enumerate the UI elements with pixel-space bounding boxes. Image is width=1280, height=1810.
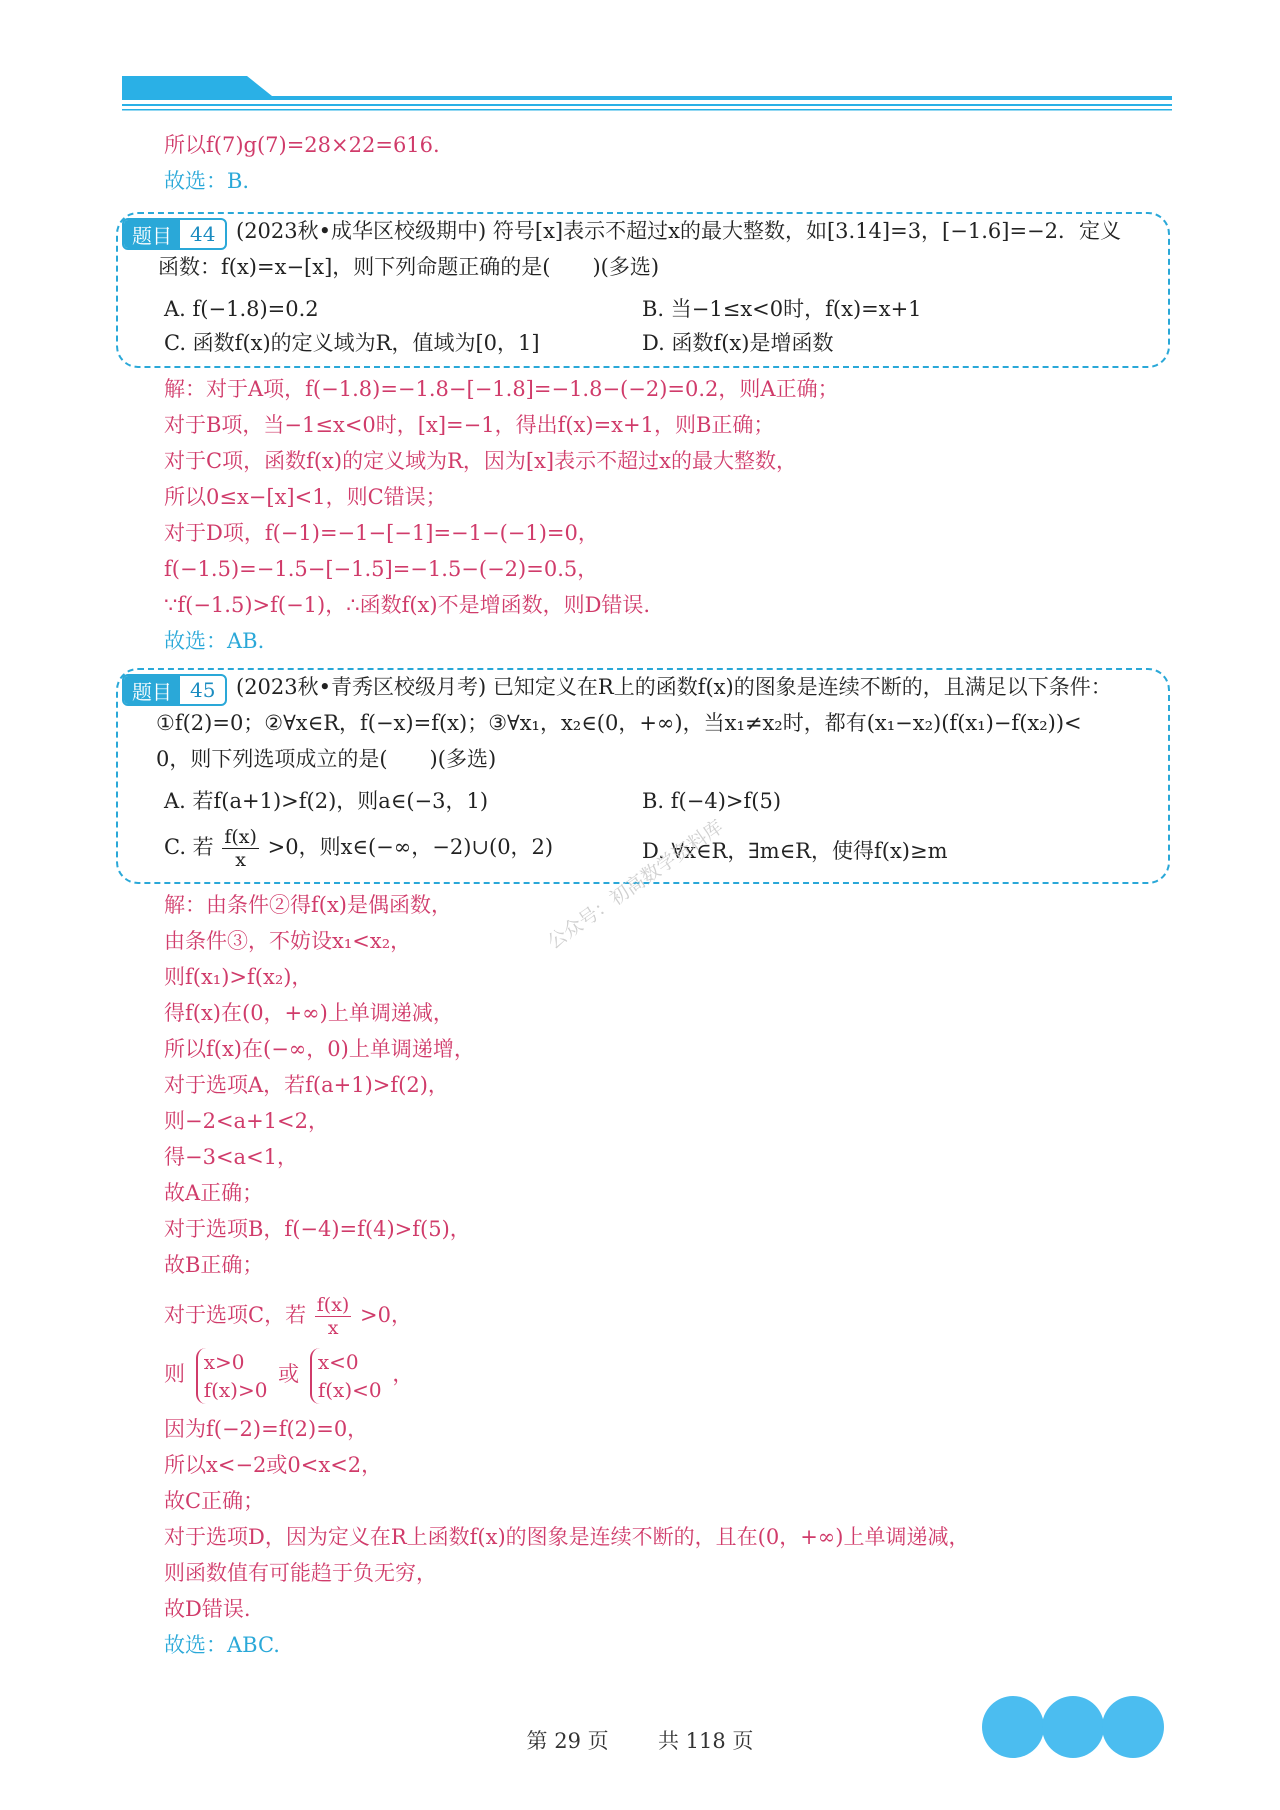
- solution-line: 所以f(x)在(−∞，0)上单调递增，: [164, 1037, 475, 1061]
- option-a: A. 若f(a+1)>f(2)，则a∈(−3，1): [164, 789, 489, 813]
- solution-line: 故C正确；: [164, 1489, 265, 1513]
- system-or: 或: [278, 1362, 300, 1386]
- watermark: 公众号：初高数学资料库: [543, 815, 728, 954]
- option-c-prefix: C. 若: [164, 835, 214, 859]
- fraction-suffix: >0，: [360, 1303, 412, 1327]
- header-bar: [122, 76, 1172, 114]
- solution-line: 对于C项，函数f(x)的定义域为R，因为[x]表示不超过x的最大整数，: [164, 449, 797, 473]
- option-d: D. ∀x∈R，∃m∈R，使得f(x)≥m: [642, 839, 948, 863]
- fraction: [222, 826, 259, 871]
- fraction-denominator: x: [327, 1317, 339, 1339]
- question-tag-number: 45: [190, 678, 216, 702]
- solution-line: 所以f(7)g(7)=28×22=616.: [164, 133, 440, 157]
- solution-line: 对于D项，f(−1)=−1−[−1]=−1−(−1)=0，: [164, 521, 599, 545]
- solution-line: 因为f(−2)=f(2)=0，: [164, 1417, 369, 1441]
- fraction-numerator: f(x): [224, 826, 257, 848]
- answer-line: 故选：AB.: [164, 629, 265, 653]
- system-row: f(x)<0: [317, 1377, 382, 1402]
- fraction-numerator: f(x): [316, 1294, 350, 1316]
- solution-line: 所以x<−2或0<x<2，: [164, 1453, 383, 1477]
- question-stem: (2023秋•青秀区校级月考) 已知定义在R上的函数f(x)的图象是连续不断的，且满足以下条件：: [236, 675, 1112, 699]
- fraction-denominator: x: [235, 849, 246, 871]
- question-44-box: [116, 212, 1170, 368]
- question-stem: ①f(2)=0；②∀x∈R，f(−x)=f(x)；③∀x₁，x₂∈(0，+∞)，当x₁≠x₂时，都有(x₁−x₂)(f(x₁)−f(x₂))<: [156, 711, 1082, 735]
- fraction-prefix: 对于选项C，若: [164, 1303, 307, 1327]
- question-tag-label: 题目: [124, 220, 180, 248]
- page-total: 共 118 页: [658, 1729, 754, 1753]
- question-45-box: [116, 668, 1170, 884]
- page-number: 第 29 页: [526, 1729, 609, 1753]
- solution-line: 所以0≤x−[x]<1，则C错误；: [164, 485, 447, 509]
- question-stem: 0，则下列选项成立的是( )(多选): [156, 747, 497, 771]
- solution-line: 得−3<a<1，: [164, 1145, 299, 1169]
- answer-line: 故选：ABC.: [164, 1633, 280, 1657]
- decor-circle: [1042, 1696, 1104, 1758]
- equation-system: [196, 1348, 268, 1404]
- solution-line: 故D错误.: [164, 1597, 251, 1621]
- solution-line: 则函数值有可能趋于负无穷，: [164, 1561, 437, 1585]
- question-stem: 函数：f(x)=x−[x]，则下列命题正确的是( )(多选): [158, 255, 660, 279]
- solution-line: 对于选项A，若f(a+1)>f(2)，: [164, 1073, 449, 1097]
- solution-line: 解：由条件②得f(x)是偶函数，: [164, 893, 453, 917]
- solution-line-fraction: [164, 1290, 412, 1340]
- solution-line: 由条件③，不妨设x₁<x₂，: [164, 929, 412, 953]
- system-row: x<0: [317, 1349, 359, 1374]
- answer-line: 故选：B.: [164, 169, 250, 193]
- option-c: C. 函数f(x)的定义域为R，值域为[0，1]: [164, 331, 540, 355]
- option-c-suffix: >0，则x∈(−∞，−2)∪(0，2): [267, 835, 554, 859]
- decor-circle: [982, 1696, 1044, 1758]
- option-b: B. f(−4)>f(5): [642, 789, 782, 813]
- question-stem: (2023秋•成华区校级期中) 符号[x]表示不超过x的最大整数，如[3.14]=3，[−1.6]=−2．定义: [236, 219, 1121, 243]
- question-tag: [122, 218, 227, 250]
- solution-line: 对于选项D，因为定义在R上函数f(x)的图象是连续不断的，且在(0，+∞)上单调递减，: [164, 1525, 970, 1549]
- system-then: 则: [164, 1362, 185, 1386]
- question-tag: [122, 674, 227, 706]
- decor-circle: [1102, 1696, 1164, 1758]
- option-c: [164, 826, 553, 871]
- solution-line-system: [164, 1344, 413, 1404]
- solution-line: 对于选项B，f(−4)=f(4)>f(5)，: [164, 1217, 471, 1241]
- solution-line: 得f(x)在(0，+∞)上单调递减，: [164, 1001, 454, 1025]
- option-b: B. 当−1≤x<0时，f(x)=x+1: [642, 297, 922, 321]
- solution-line: 解：对于A项，f(−1.8)=−1.8−[−1.8]=−1.8−(−2)=0.2，则A正确；: [164, 377, 839, 401]
- question-tag-number: 44: [190, 222, 216, 246]
- system-row: f(x)>0: [203, 1377, 268, 1402]
- solution-line: 则−2<a+1<2，: [164, 1109, 329, 1133]
- solution-line: ∵f(−1.5)>f(−1)，∴函数f(x)不是增函数，则D错误.: [164, 593, 651, 617]
- solution-line: f(−1.5)=−1.5−[−1.5]=−1.5−(−2)=0.5，: [164, 557, 599, 581]
- solution-line: 故A正确；: [164, 1181, 264, 1205]
- question-tag-label: 题目: [124, 676, 180, 704]
- solution-line: 则f(x₁)>f(x₂)，: [164, 965, 313, 989]
- system-end: ，: [392, 1362, 414, 1386]
- solution-line: 故B正确；: [164, 1253, 264, 1277]
- equation-system: [310, 1348, 382, 1404]
- solution-line: 对于B项，当−1≤x<0时，[x]=−1，得出f(x)=x+1，则B正确；: [164, 413, 775, 437]
- system-row: x>0: [203, 1349, 245, 1374]
- fraction: [315, 1294, 352, 1339]
- option-d: D. 函数f(x)是增函数: [642, 331, 834, 355]
- option-a: A. f(−1.8)=0.2: [164, 297, 319, 321]
